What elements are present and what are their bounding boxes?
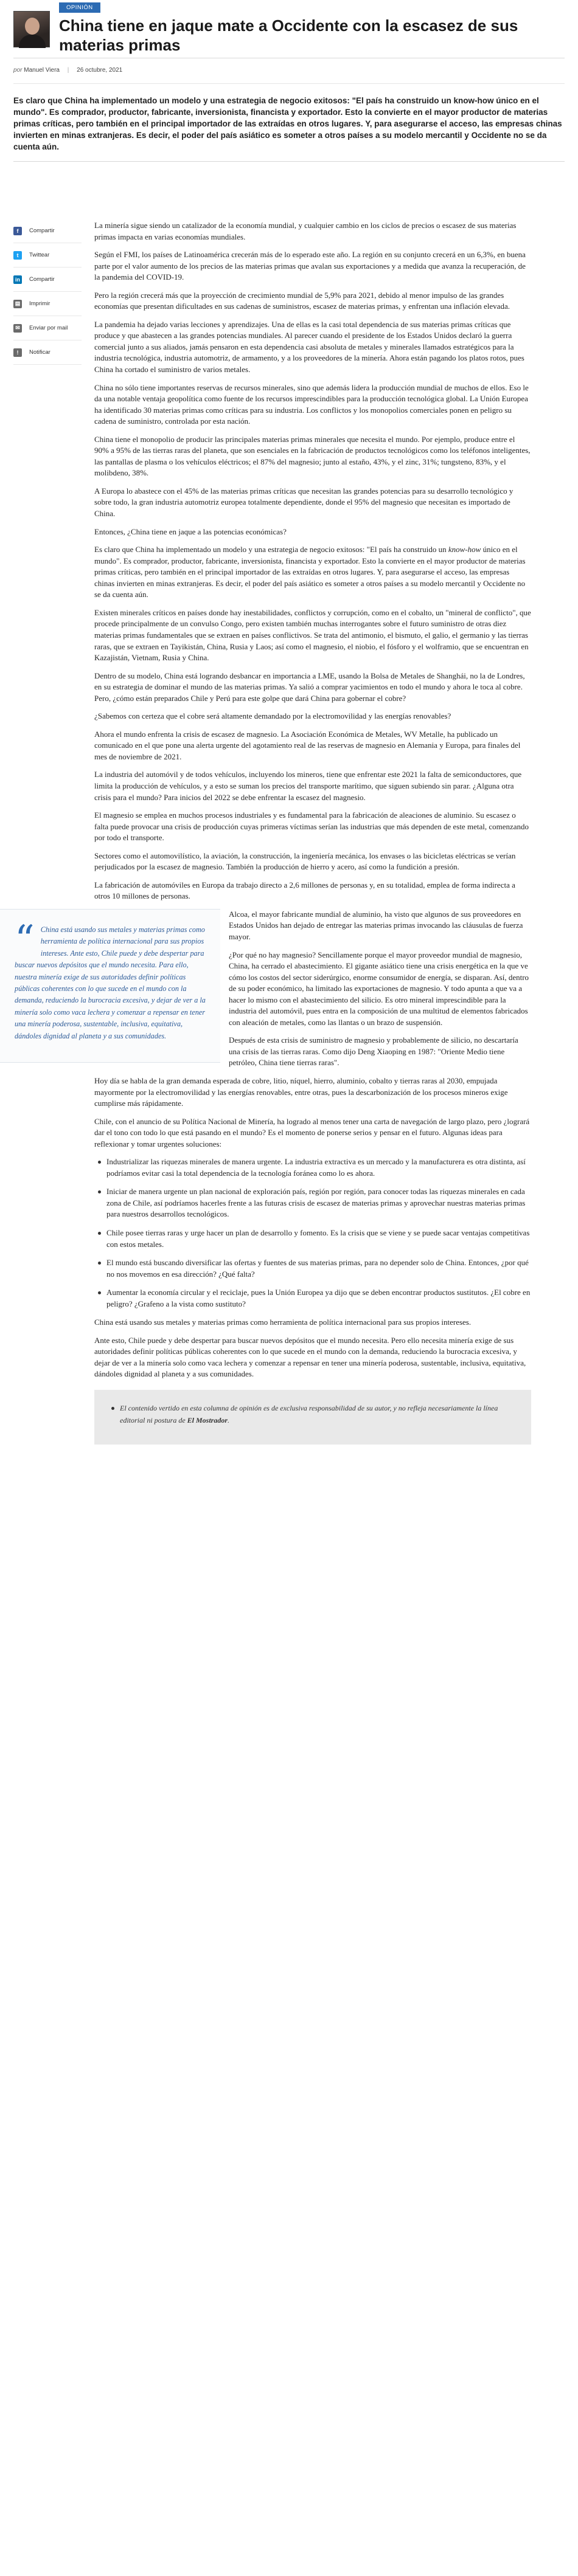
share-label: Compartir	[29, 227, 55, 234]
paragraph: El magnesio se emplea en muchos procesos industriales y es fundamental para la fabricación de aleaciones de aluminio. Su escasez o falta puede provocar una crisis de producción cuyas primeras víctimas serían las industrias que más dependen de este metal, comenzando por todo el transporte.	[94, 810, 529, 843]
share-bar	[13, 219, 82, 365]
share-linkedin-button[interactable]	[13, 268, 82, 292]
facebook-icon: f	[13, 227, 22, 235]
share-label: Enviar por mail	[29, 325, 68, 331]
share-twitter-button[interactable]	[13, 243, 82, 268]
paragraph: ¿Sabemos con certeza que el cobre será altamente demandado por la electromovilidad y las energías renovables?	[94, 711, 451, 721]
list-item: Industrializar las riquezas minerales de manera urgente. La industria extractiva es un mercado y la manufacturera es otra distinta, así podríamos evitar casi la total dependencia de la tecnología foránea como lo es ahora.	[94, 1156, 531, 1179]
paragraph: Entonces, ¿China tiene en jaque a las potencias económicas?	[94, 527, 287, 536]
author-name[interactable]: Manuel Viera	[24, 67, 60, 74]
paragraph: Después de esta crisis de suministro de magnesio y probablemente de silicio, no descartaría una crisis de las tierras raras. Como dijo Deng Xiaoping en 1987: "Oriente Medio tiene petróleo, China tiene tierras raras".	[229, 1035, 518, 1068]
share-label: Notificar	[29, 349, 50, 356]
paragraph: China tiene el monopolio de producir las principales materias primas minerales que necesita el mundo. Por ejemplo, produce entre el 90% a 95% de las tierras raras del planeta, que son esenciales en la fabricación de productos tecnológicos como los teléfonos inteligentes, las pantallas de plasma o los vehículos eléctricos; el 87% del magnesio; junto al estaño, 43%, y el zinc, 31%; tungsteno, 83%, y el molibdeno, 38%.	[94, 434, 531, 478]
list-item: Iniciar de manera urgente un plan nacional de exploración país, región por región, para conocer todas las riquezas minerales en cada zona de Chile, así podríamos hacerles frente a las futuras crisis de escasez de materias primas y aprovechar nuestras materias primas para nuestros desarrollos tecnológicos.	[94, 1186, 531, 1220]
mail-icon: ✉	[13, 324, 22, 333]
paragraph	[94, 544, 531, 601]
paragraph: La fabricación de automóviles en Europa da trabajo directo a 2,6 millones de personas y, en su totalidad, emplea de forma indirecta a otros 10 millones de personas.	[94, 880, 515, 901]
byline-prefix: por	[13, 67, 23, 74]
pull-quote	[0, 909, 220, 1063]
publication-name: El Mostrador	[187, 1416, 228, 1425]
pull-quote-text: China está usando sus metales y materias primas como herramienta de política internacional para sus propios intereses. Ante esto, Chile puede y debe despertar para buscar nuevos depósitos que el mundo necesita. Para ello, nuestra minería exige de sus autoridades definir políticas públicas coherentes con lo que sucede en el mundo con la demanda, reduciendo la burocracia excesiva, y dejar de ver a la minería solo como vaca lechera y comenzar a repensar en tener una minería poderosa, sustentable, inclusiva, equitativa, dándoles dignidad al planeta y a sus comunidades.	[15, 925, 206, 1040]
paragraph: A Europa lo abastece con el 45% de las materias primas críticas que necesitan las grandes potencias para su desarrollo tecnológico y sobre todo, la gran industria automotriz europea totalmente dependiente, donde el 95% del magnesio que necesitan es importado de China.	[94, 486, 514, 519]
share-label: Compartir	[29, 276, 55, 283]
byline	[13, 62, 565, 84]
quote-mark-icon: “	[15, 917, 35, 962]
list-item: Aumentar la economía circular y el reciclaje, pues la Unión Europea ya dijo que se deben encontrar productos sustitutos. ¿El cobre en peligro? ¿Grafeno a la vista como sustituto?	[94, 1287, 531, 1310]
article-lead: Es claro que China ha implementado un modelo y una estrategia de negocio exitosos: "El país ha construido un know-how único en el mundo". Es comprador, productor, fabricante, inversionista, financista y exportador. Esto la convierte en el mayor productor de materias primas críticas, pero también en el principal importador de las extraídas en otros lugares. Y, para asegurarse el acceso, las empresas chinas invierten en minas extranjeras. Es decir, el poder del país asiático es someter a otros países a su modelo mercantil y Occidente no se da cuenta aún.	[13, 96, 562, 151]
disclaimer-text	[109, 1402, 517, 1426]
paragraph: ¿Por qué no hay magnesio? Sencillamente porque el mayor proveedor mundial de magnesio, China, ha cerrado el abastecimiento. El gigante asiático tiene una crisis energética en la que ve cómo los costos del sector siderúrgico, enorme consumidor de energía, se disparan. Así, dentro de su poder económico, ha limitado las exportaciones de magnesio. Y todo apunta a que va a hacer lo mismo con el abastecimiento del silicio. Es otro mineral imprescindible para la industria del automóvil, pues entra en la composición de una multitud de elementos fabricados con aleación de metales, como las llantas o un brazo de suspensión.	[229, 950, 529, 1027]
share-print-button[interactable]	[13, 292, 82, 316]
paragraph: La industria del automóvil y de todos vehículos, incluyendo los mineros, tiene que enfrentar este 2021 la falta de semiconductores, que limita la producción de vehículos, y a esto se suman los precios del transporte marítimo, que siguen subiendo sin parar. ¿Alguna otra crisis para el mundo? Para inicios del 2022 se debe enfrentar la escasez del magnesio.	[94, 770, 522, 802]
paragraph: La pandemia ha dejado varias lecciones y aprendizajes. Una de ellas es la casi total dependencia de sus materias primas críticas que produce y que abastecen a las grandes potencias mundiales. Al parecer cuando el presidente de los Estados Unidos declaró la guerra comercial junto a sus aliados, jamás pensaron en esta dependencia casi absoluta de metales y minerales llamados estratégicos para la industria tecnológica, industria automotriz, de armamento, y a los proveedores de la minería. Ahora están pagando los platos rotos, pues China ha cortado el suministro de varios metales.	[94, 319, 524, 375]
paragraph-text: único en el mundo". Es comprador, productor, fabricante, inversionista, financista y exportador. Esto la convierte en el mayor productor de materias primas críticas, pero también en el principal importador de las extraídas en otros lugares. Y, para asegurarse el acceso, las empresas chinas invierten en minas extranjeras. Es decir, el poder del país asiático es someter a otros países a su modelo mercantil y Occidente no se da cuenta aún.	[94, 545, 526, 599]
linkedin-icon: in	[13, 275, 22, 284]
disclaimer-end: .	[228, 1416, 230, 1425]
disclaimer-box	[94, 1390, 531, 1445]
share-mail-button[interactable]	[13, 316, 82, 340]
author-avatar	[13, 11, 50, 47]
share-notify-button[interactable]	[13, 340, 82, 365]
share-label: Imprimir	[29, 300, 50, 307]
article-header	[13, 0, 565, 58]
lead-divider	[13, 161, 565, 162]
share-facebook-button[interactable]	[13, 219, 82, 243]
paragraph-text: Es claro que China ha implementado un modelo y una estrategia de negocio exitosos: "El país ha construido un	[94, 545, 448, 554]
paragraph: Según el FMI, los países de Latinoamérica crecerán más de lo esperado este año. La región en su conjunto crecerá en un 6,3%, en buena parte por el valor aumento de los precios de las materias primas que avalan sus exportaciones y a medida que avanza la recuperación, de la pandemia del COVID-19.	[94, 250, 526, 282]
paragraph: Hoy día se habla de la gran demanda esperada de cobre, litio, níquel, hierro, aluminio, cobalto y tierras raras al 2030, empujada mayormente por la electromovilidad y las energías renovables, entre otras, pues la descarbonización de los procesos mineros exige cumplirse más rápidamente.	[94, 1076, 508, 1108]
paragraph: Existen minerales críticos en países donde hay inestabilidades, conflictos y corrupción, como en el cobalto, un "mineral de conflicto", que procede principalmente de un convulso Congo, pero existen también muchas interrogantes sobre el futuro suministro de otras diez materias primas fundamentales que se extraen en países conflictivos. Se trata del antimonio, el bismuto, el galio, el germanio y las tierras raras, que se extraen en Tayikistán, China, Rusia y Laos; así como el magnesio, el niobio, el fósforo y el wolframio, que se encuentran en Kazajistán, Vietnam, Rusia y China.	[94, 607, 531, 663]
paragraph: Chile, con el anuncio de su Política Nacional de Minería, ha logrado al menos tener una carta de navegación de largo plazo, pero ¿logrará dar el tono con todo lo que está pasando en el mundo? Es el momento de ponerse serios y pensar en el futuro. Algunas ideas para reflexionar y tomar urgentes soluciones:	[94, 1116, 530, 1148]
list-item: El mundo está buscando diversificar las ofertas y fuentes de sus materias primas, para no depender solo de China. Entonces, ¿por qué no nos movemos en esa dirección? ¿Qué falta?	[94, 1257, 531, 1280]
paragraph: Ante esto, Chile puede y debe despertar para buscar nuevos depósitos que el mundo necesita. Pero ello necesita minería exige de sus autoridades definir políticas públicas coherentes con lo que sucede en el mundo con la demanda, reduciendo la burocracia excesiva, y dejar de ver a la minería solo como vaca lechera y comenzar a repensar en tener una minería poderosa, sustentable, inclusiva, equitativa, dándoles dignidad al planeta y a sus comunidades.	[94, 1335, 526, 1379]
paragraph: China no sólo tiene importantes reservas de recursos minerales, sino que además lidera la producción mundial de muchos de ellos. Eso le da una notable ventaja geopolítica como fuente de los recursos imprescindibles para la producción tecnológica global. La Unión Europea ha identificado 30 materias primas como críticas para su industria. Los conflictos y los monopolios comerciales ponen en peligro su cadena de suministro, controlada por esta nación.	[94, 382, 529, 426]
paragraph: La minería sigue siendo un catalizador de la economía mundial, y cualquier cambio en los ciclos de precios o escasez de sus materias primas impacta en varias economías mundiales.	[94, 221, 517, 241]
paragraph: Sectores como el automovilístico, la aviación, la construcción, la ingeniería mecánica, los envases o las bicicletas eléctricas se verían perjudicados por la escasez de magnesio. También la producción de hierro y acero, así como la fundición a presión.	[94, 851, 516, 872]
list-item: Chile posee tierras raras y urge hacer un plan de desarrollo y fomento. Es la crisis que se viene y se puede sacar ventajas competitivas con estos metales.	[94, 1228, 531, 1250]
emphasis: know-how	[448, 545, 481, 554]
opinion-tag[interactable]: OPINIÓN	[59, 2, 100, 13]
print-icon: ▤	[13, 300, 22, 308]
paragraph: Ahora el mundo enfrenta la crisis de escasez de magnesio. La Asociación Económica de Metales, WV Metalle, ha publicado un comunicado en el que pone una alerta urgente del agotamiento real de las reservas de magnesio en Alemania y Europa, para finales del mes de noviembre de 2021.	[94, 729, 521, 761]
notify-icon: !	[13, 348, 22, 357]
paragraph: Alcoa, el mayor fabricante mundial de aluminio, ha visto que algunos de sus proveedores en Estados Unidos han dejado de entregar las materias primas invocando las cláusulas de fuerza mayor.	[229, 909, 523, 941]
paragraph: China está usando sus metales y materias primas como herramienta de política internacional para sus propios intereses.	[94, 1317, 472, 1327]
paragraph: Pero la región crecerá más que la proyección de crecimiento mundial de 5,9% para 2021, debido al menor impulso de las grandes economías que presentan dificultades en sus cadenas de suministros, escasez de materias primas, y enfrentan una inflación elevada.	[94, 290, 510, 311]
byline-separator: |	[67, 67, 69, 74]
twitter-icon: t	[13, 251, 22, 260]
publish-date: 26 octubre, 2021	[77, 67, 123, 74]
disclaimer-body: El contenido vertido en esta columna de opinión es de exclusiva responsabilidad de su autor, y no refleja necesariamente la línea editorial ni postura de	[120, 1404, 498, 1425]
paragraph: Dentro de su modelo, China está logrando desbancar en importancia a LME, usando la Bolsa de Metales de Shanghái, no la de Londres, en su estrategia de dominar el mundo de las materias primas. Ya salió a comprar yacimientos en todo el mundo y ahora le toca al cobre. Pero, ¿cómo están preparados Chile y Perú para este golpe que dará China para gobernar el cobre?	[94, 671, 525, 703]
article-title: China tiene en jaque mate a Occidente con la escasez de sus materias primas	[59, 16, 518, 54]
ideas-list	[94, 1156, 531, 1310]
share-label: Twittear	[29, 252, 50, 258]
